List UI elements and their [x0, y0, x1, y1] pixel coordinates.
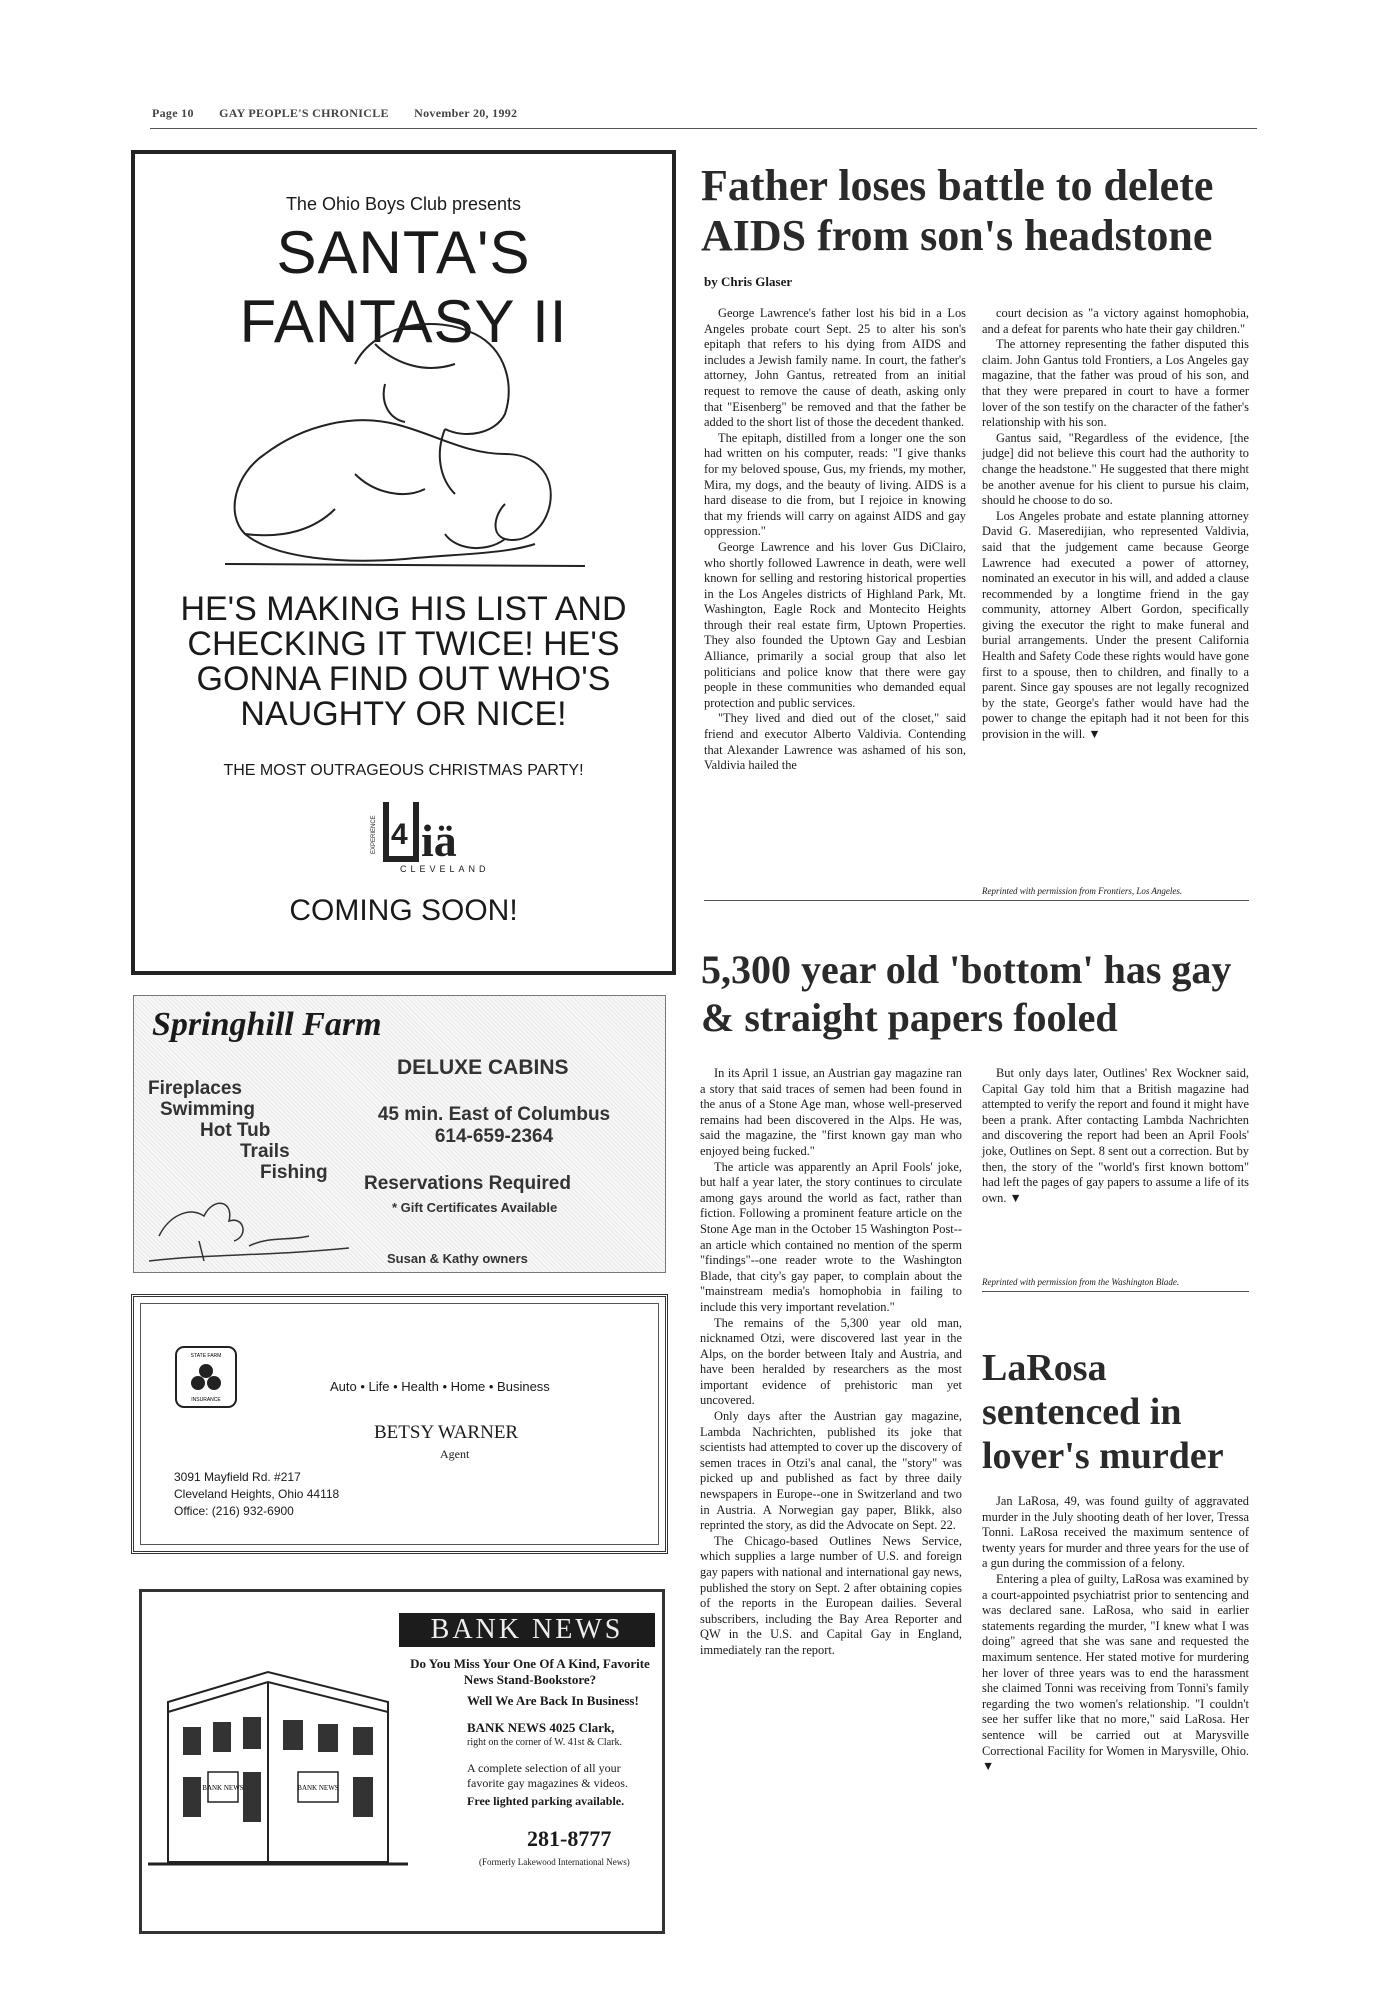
agent-address: [174, 1469, 339, 1520]
feature-item: Swimming: [160, 1099, 256, 1120]
office-phone: Office: (216) 932-6900: [174, 1504, 294, 1518]
building-sign-text: BANK NEWS: [297, 1784, 339, 1792]
bank-question: Do You Miss Your One Of A Kind, Favorite News Stand-Bookstore?: [410, 1656, 650, 1687]
farm-reservations: Reservations Required: [364, 1173, 571, 1194]
bank-back: Well We Are Back In Business!: [467, 1693, 639, 1708]
paragraph: Only days after the Austrian gay magazine, Lambda Nachrichten, published its joke that scientists had attempted to cover up the discovery of semen traces in Otzi's anal canal, the "story" was picked up and published as fact by three daily newspapers in Europe--one in Switzerland and two in Austria. A Norwegian gay paper, Blikk, also reprinted the story, as did the Advocate on Sept. 22.: [700, 1409, 962, 1533]
agent-title: Agent: [440, 1447, 470, 1461]
bank-selection: A complete selection of all your favorite gay magazines & videos.: [467, 1761, 628, 1790]
article1-column-1: [704, 306, 966, 774]
state-farm-logo: [174, 1345, 238, 1409]
bank-banner: BANK NEWS: [399, 1613, 655, 1647]
ad-party-line: THE MOST OUTRAGEOUS CHRISTMAS PARTY!: [223, 762, 584, 779]
ad-presents: The Ohio Boys Club presents: [285, 194, 522, 214]
paragraph: Entering a plea of guilty, LaRosa was examined by a court-appointed psychiatrist prior to sentencing and was declared sane. LaRosa, who said in earlier statements regarding the murder, "I knew what I was doing" agreed that she was sane and requested the maximum sentence. Her stated motive for murdering her lover of three years was to end the harassment she claimed Tonni was receiving from Tonni's family regarding the two women's relationship. "I couldn't see her suffer like that no more," said LaRosa. Her sentence will be carried out at Marysville Correctional Facility for Women in Marysville, Ohio. ▼: [982, 1571, 1249, 1774]
farm-gift: * Gift Certificates Available: [392, 1200, 558, 1215]
paragraph: The Chicago-based Outlines News Service, which supplies a large number of U.S. and foreign gay papers with national and international gay news, published the story on Sept. 2 after obtaining copies of the reports in the European dailies. Several subscribers, including the Bay Area Reporter and QW in the U.S. and Capital Gay in England, immediately ran the report.: [700, 1533, 962, 1657]
paragraph: court decision as "a victory against homophobia, and a defeat for parents who hate their gay children.": [982, 306, 1249, 336]
article3-column: [982, 1494, 1249, 1775]
paragraph: Los Angeles probate and estate planning attorney David G. Maseredijian, who represented Valdivia, said that the judgement came because George Lawrence had executed a power of attorney, nominated an executor in his will, and added a clause recommended by a longtime friend in the gay community, attorney Albert Gordon, specifically giving the executor the right to make funeral and burial arrangements. Under the present California Health and Safety Code these rights would have gone first to a spouse, then to children, and finally to a parent. Since gay spouses are not legally recognized by the state, George's father would have had the power to change the epitaph had it not been for this provision in the will. ▼: [982, 508, 1249, 742]
address-line: Cleveland Heights, Ohio 44118: [174, 1487, 340, 1501]
building-sign-text: BANK NEWS: [202, 1784, 244, 1792]
bank-parking: Free lighted parking available.: [467, 1794, 625, 1808]
bank-news-ad: [139, 1589, 665, 1934]
farm-cabins: DELUXE CABINS: [397, 1056, 569, 1079]
paragraph: "They lived and died out of the closet," said friend and executor Alberto Valdivia. Contending that Alexander Lawrence was ashamed of his son, Valdivia hailed the: [704, 711, 966, 773]
farm-features: [148, 1078, 328, 1183]
ad-slogan: HE'S MAKING HIS LIST AND CHECKING IT TWICE! HE'S GONNA FIND OUT WHO'S NAUGHTY OR NICE!: [180, 590, 627, 733]
paper-name: GAY PEOPLE'S CHRONICLE: [219, 106, 389, 120]
page-number: Page 10: [152, 106, 194, 120]
paragraph: Jan LaRosa, 49, was found guilty of aggravated murder in the July shooting death of her lover, Tressa Tonni. LaRosa received the maximum sentence of twenty years for murder and three years for the use of a gun during the commission of a felony.: [982, 1494, 1249, 1571]
logo-bottom-text: INSURANCE: [191, 1397, 221, 1403]
paragraph: George Lawrence and his lover Gus DiClairo, who shortly followed Lawrence in death, were well known for selling and restoring historical properties in the Los Angeles districts of Highland Park, Mt. Washington, Eagle Rock and Montecito Heights through their real estate firm, Uptown Properties. They also founded the Uptown Gay and Lesbian Alliance, primarily a social group that also let politicians and police know that there were gay people in these communities who demanded equal protection and public services.: [704, 539, 966, 710]
feature-item: Trails: [240, 1141, 290, 1162]
ad-title: SANTA'S FANTASY II: [239, 219, 568, 355]
farm-distance: 45 min. East of Columbus: [377, 1104, 611, 1125]
article2-headline: 5,300 year old 'bottom' has gay & straight papers fooled: [701, 947, 1232, 1040]
farm-name: Springhill Farm: [152, 1006, 382, 1043]
header-rule: [150, 128, 1257, 129]
article1-byline: by Chris Glaser: [704, 274, 793, 289]
svg-text:iä: iä: [421, 815, 457, 866]
ad-coming-soon: COMING SOON!: [289, 894, 518, 927]
paragraph: The article was apparently an April Fools' joke, but half a year later, the story continues to circulate among gays around the world as fact, rather than fiction. Following a prominent feature article on the Stone Age man in the October 15 Washington Post--an article which contained no mention of the sperm "findings"--one reader wrote to the Washington Blade, that city's gay paper, to complain about the "mainstream media's homophobia in failing to include this very important revelation.": [700, 1159, 962, 1314]
reclining-figure-illustration: [205, 304, 605, 594]
agent-name: BETSY WARNER: [374, 1422, 519, 1443]
bank-former-name: (Formerly Lakewood International News): [479, 1857, 630, 1867]
paragraph: The epitaph, distilled from a longer one the son had written on his computer, reads: "I give thanks for my beloved spouse, Gus, my friends, my mother, Mira, my dogs, and the beauty of living. AIDS is a hard disease to die from, but I rejoice in knowing that my friends will carry on against AIDS and gay oppression.": [704, 430, 966, 539]
address-line: 3091 Mayfield Rd. #217: [174, 1470, 301, 1484]
paragraph: The attorney representing the father disputed this claim. John Gantus told Frontiers, a Los Angeles gay magazine, that the father was proud of his son, and that they were prepared in court to have a former lover of the son testify on the character of the father's relationship with his son.: [982, 337, 1249, 430]
svg-text:EXPERIENCE: EXPERIENCE: [371, 815, 377, 854]
paragraph: The remains of the 5,300 year old man, nicknamed Otzi, were discovered last year in the Alps, on the border between Italy and Austria, and have been heralded by researchers as the most important evidence of prehistoric man yet uncovered.: [700, 1315, 962, 1408]
article2-column-2: [982, 1066, 1249, 1206]
feature-item: Fishing: [260, 1162, 328, 1183]
farm-owners: Susan & Kathy owners: [387, 1251, 528, 1266]
state-farm-ad: [131, 1294, 668, 1554]
feature-item: Hot Tub: [200, 1120, 271, 1141]
farm-location: [354, 1104, 634, 1148]
issue-date: November 20, 1992: [414, 106, 518, 120]
farm-phone: 614-659-2364: [434, 1126, 554, 1147]
bank-address: BANK NEWS 4025 Clark,: [467, 1720, 615, 1735]
article2-column-1: [700, 1066, 962, 1659]
article1-rule: [704, 900, 1249, 901]
article3-headline: LaRosa sentenced in lover's murder: [982, 1347, 1224, 1477]
article2-credit: Reprinted with permission from the Washington Blade.: [982, 1277, 1180, 1287]
paragraph: In its April 1 issue, an Austrian gay magazine ran a story that said traces of semen had been found in the anus of a Stone Age man, whose well-preserved remains had been discovered in the Alps. He was, said the magazine, the "first known gay man who enjoyed being fucked.": [700, 1066, 962, 1158]
springhill-farm-ad: [133, 995, 666, 1273]
article1-column-2: [982, 306, 1249, 743]
santa-fantasy-ad: [131, 150, 676, 975]
u4ia-logo: [325, 794, 485, 874]
bank-corner: right on the corner of W. 41st & Clark.: [467, 1737, 622, 1748]
paragraph: George Lawrence's father lost his bid in a Los Angeles probate court Sept. 25 to alter his son's epitaph that refers to his dying from AIDS and includes a Jewish family name. In court, the father's attorney, John Gantus, retreated from an initial request to remove the cause of death, asking only that "Eisenberg" be removed and that the father be added to the short list of those the decedent thanked.: [704, 306, 966, 430]
insurance-lines: Auto • Life • Health • Home • Business: [330, 1379, 550, 1394]
article2-rule: [982, 1291, 1249, 1292]
paragraph: Gantus said, "Regardless of the evidence, [the judge] did not believe this court had the authority to change the headstone." He suggested that there might be another avenue for his client to pursue his claim, should he choose to do so.: [982, 430, 1249, 508]
bank-building-illustration: [148, 1632, 408, 1882]
feature-item: Fireplaces: [148, 1078, 242, 1099]
tree-landscape-illustration: [149, 1176, 349, 1266]
svg-text:4: 4: [391, 818, 408, 851]
article1-headline: Father loses battle to delete AIDS from son's headstone: [701, 161, 1214, 260]
article1-credit: Reprinted with permission from Frontiers, Los Angeles.: [982, 886, 1183, 896]
logo-top-text: STATE FARM: [190, 1353, 222, 1359]
bank-phone: 281-8777: [527, 1826, 612, 1851]
ad-city: CLEVELAND: [400, 864, 490, 874]
paragraph: But only days later, Outlines' Rex Wockner said, Capital Gay told him that a British magazine had attempted to verify the report and found it might have been a prank. After contacting Lambda Nachrichten and discovering the report had been an April Fools' joke, Outlines on Sept. 8 sent out a correction. But by then, the story of the "world's first known bottom" had left the pages of gay papers to assume a life of its own. ▼: [982, 1066, 1249, 1205]
page-header: [152, 106, 1252, 121]
